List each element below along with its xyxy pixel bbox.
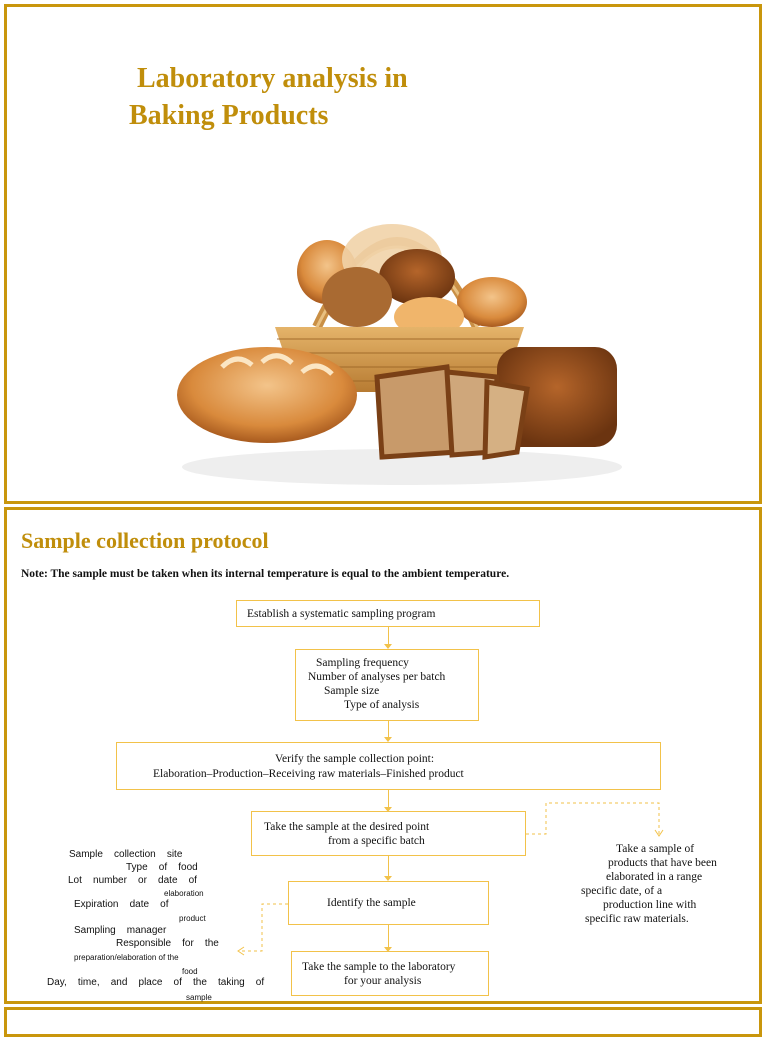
left-note-8: Responsible for the [116, 938, 219, 949]
slide-title-line1: Laboratory analysis in [137, 63, 408, 94]
take-line2: from a specific batch [328, 835, 425, 847]
left-note-12: sample [186, 993, 212, 1002]
box-sampling-parameters [295, 649, 479, 721]
left-note-9: preparation/elaboration of the [74, 953, 179, 962]
box-identify-sample [288, 881, 489, 925]
left-note-7: Sampling manager [74, 925, 167, 936]
left-note-5: Expiration date of [74, 899, 169, 910]
right-note-3: elaborated in a range [606, 871, 703, 883]
protocol-slide [4, 507, 762, 1004]
right-note-5: production line with [603, 899, 697, 911]
protocol-title: Sample collection protocol [21, 528, 269, 553]
left-note-11: Day, time, and place of the taking of [47, 977, 265, 988]
bread-basket-image [167, 167, 637, 497]
lab-line1: Take the sample to the laboratory [302, 961, 456, 973]
left-note-4: elaboration [164, 889, 204, 898]
left-note-10: food [182, 967, 198, 976]
protocol-note: Note: The sample must be taken when its internal temperature is equal to the ambient temperature. [21, 568, 510, 580]
verify-line2: Elaboration–Production–Receiving raw materials–Finished product [153, 768, 464, 780]
param-type: Type of analysis [344, 699, 420, 711]
identify-text: Identify the sample [327, 897, 416, 909]
left-note-6: product [179, 914, 206, 923]
param-analyses: Number of analyses per batch [308, 671, 446, 683]
right-note-4: specific date, of a [581, 885, 663, 897]
right-note-6: specific raw materials. [585, 913, 689, 925]
box-sampling-program [236, 600, 540, 627]
lab-line2: for your analysis [344, 975, 422, 987]
title-slide [4, 4, 762, 504]
left-note-2: Type of food [126, 862, 198, 873]
left-note-3: Lot number or date of [68, 875, 197, 886]
take-line1: Take the sample at the desired point [264, 821, 430, 833]
box-sampling-program-text: Establish a systematic sampling program [247, 608, 436, 620]
next-slide-partial [4, 1007, 762, 1037]
right-note-1: Take a sample of [616, 843, 695, 855]
param-size: Sample size [324, 685, 380, 697]
right-note-2: products that have been [608, 857, 717, 869]
param-frequency: Sampling frequency [316, 657, 409, 669]
box-take-sample [251, 811, 526, 856]
box-take-to-laboratory [291, 951, 489, 996]
verify-line1: Verify the sample collection point: [275, 753, 435, 765]
left-note-1: Sample collection site [69, 849, 183, 860]
dashed-connector-left [232, 900, 292, 960]
dashed-connector-right [526, 800, 666, 840]
slide-title-line2: Baking Products [129, 100, 329, 131]
box-verify-point [116, 742, 661, 790]
